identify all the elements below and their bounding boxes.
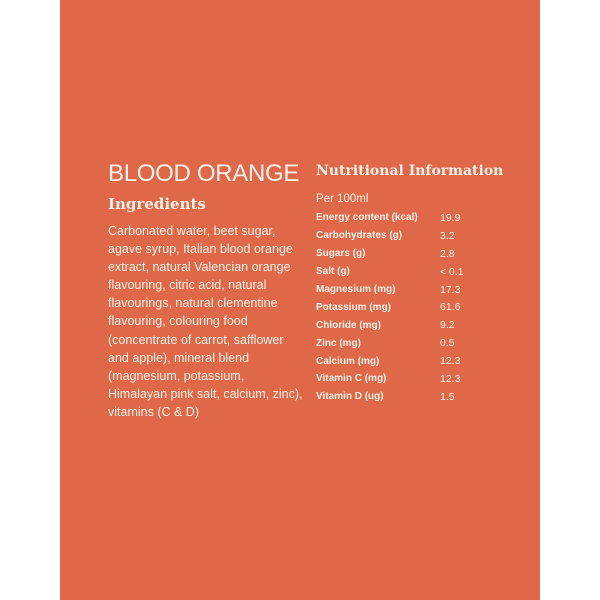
per-serving-label: Per 100ml	[316, 193, 369, 205]
nutrition-value: 12.3	[440, 372, 461, 385]
nutrition-name: Vitamin C (mg)	[316, 373, 387, 385]
nutrition-row-zinc	[316, 334, 486, 352]
label-panel	[60, 0, 540, 600]
nutrition-value: 1.5	[440, 390, 455, 403]
nutrition-row-magnesium	[316, 281, 486, 299]
nutrition-row-vitamin-c	[316, 370, 486, 388]
nutrition-name: Chloride (mg)	[316, 319, 381, 331]
nutrition-table	[316, 209, 486, 406]
nutrition-row-vitamin-d	[316, 388, 486, 406]
nutrition-name: Magnesium (mg)	[316, 284, 396, 295]
nutrition-value: 19.9	[440, 211, 461, 224]
nutrition-value: < 0.1	[440, 265, 464, 278]
nutrition-heading: Nutritional Information	[316, 163, 504, 179]
nutrition-value: 2.8	[440, 247, 455, 260]
product-title: BLOOD ORANGE	[108, 160, 300, 187]
nutrition-name: Zinc (mg)	[316, 337, 361, 349]
nutrition-row-potassium	[316, 298, 486, 316]
nutrition-row-carbohydrates	[316, 227, 486, 245]
ingredients-text: Carbonated water, beet sugar, agave syrup, Italian blood orange extract, natural Valencian orange flavouring, citric acid, natural flavourings, natural clementine flavouring, colouring food (concentrate of carrot, safflower and apple), mineral blend (magnesium, potassium, Himalayan pink salt, calcium, zinc), vitamins (C & D)	[108, 224, 303, 419]
nutrition-row-chloride	[316, 316, 486, 334]
nutrition-row-sugars	[316, 245, 486, 263]
nutrition-name: Vitamin D (ug)	[316, 391, 384, 403]
ingredients-heading: Ingredients	[108, 195, 206, 213]
nutrition-name: Potassium (mg)	[316, 301, 392, 313]
nutrition-name: Energy content (kcal)	[316, 212, 418, 224]
nutrition-value: 12.3	[440, 355, 461, 368]
nutrition-value: 17.3	[440, 283, 461, 296]
nutrition-row-calcium	[316, 352, 486, 370]
nutrition-value: 3.2	[440, 229, 455, 242]
nutrition-name: Carbohydrates (g)	[316, 230, 403, 242]
nutrition-row-salt	[316, 263, 486, 281]
nutrition-row-energy	[316, 209, 486, 227]
nutrition-value: 61.6	[440, 301, 461, 314]
nutrition-value: 0.5	[440, 337, 455, 350]
nutrition-name: Sugars (g)	[316, 248, 366, 260]
nutrition-name: Calcium (mg)	[316, 355, 380, 367]
nutrition-value: 9.2	[440, 319, 455, 332]
nutrition-name: Salt (g)	[316, 266, 350, 278]
